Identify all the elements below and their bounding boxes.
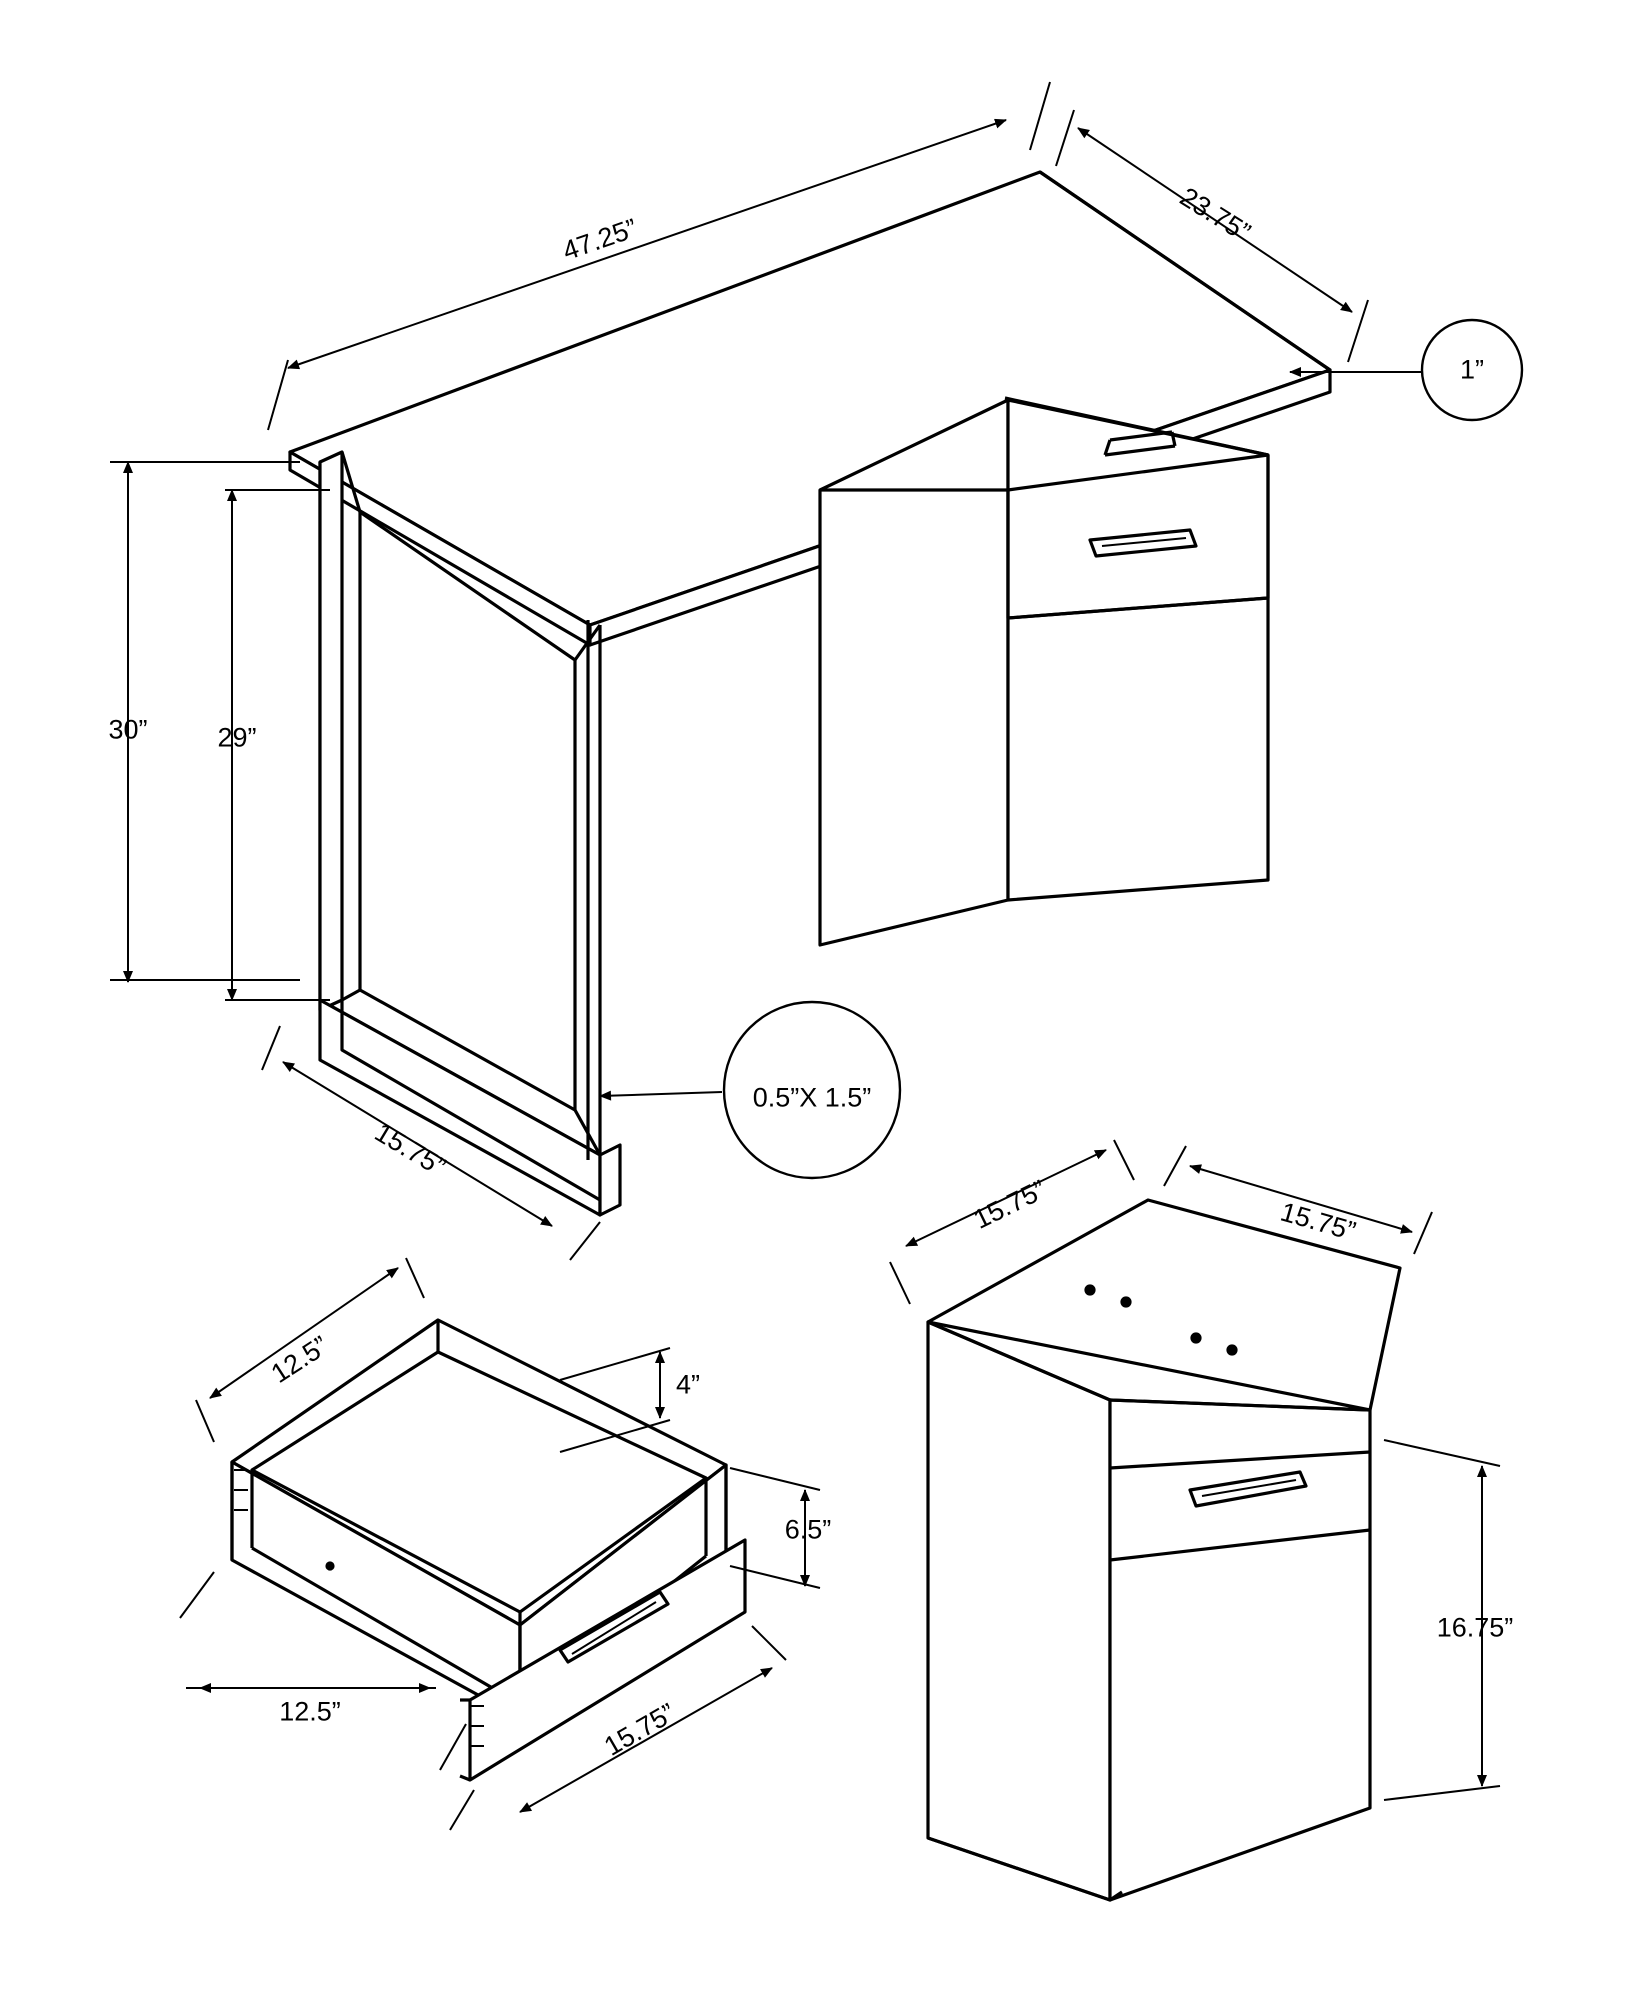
dim-label-leg-height: 29” — [217, 722, 257, 753]
dim-label-drawer-front-width: 12.5” — [279, 1696, 341, 1727]
dim-label-cabinet-height: 16.75” — [1436, 1612, 1514, 1643]
cabinet-detail-view — [928, 1200, 1400, 1900]
dim-label-overall-height: 30” — [108, 714, 148, 745]
dim-label-desk-width: 47.25” — [558, 212, 641, 267]
dim-label-drawer-back-width: 12.5” — [265, 1330, 334, 1389]
dim-label-drawer-front-height: 6.5” — [784, 1514, 832, 1545]
dim-label-drawer-side-height: 4” — [675, 1369, 701, 1400]
dim-label-desk-depth: 23.75” — [1174, 181, 1256, 248]
dim-label-cabinet-top-left: 15.75” — [968, 1174, 1051, 1235]
dim-label-leg-depth: 15.75” — [369, 1116, 451, 1183]
desk-assembly-view — [290, 172, 1330, 1215]
dim-label-top-thickness: 1” — [1459, 354, 1485, 385]
dim-label-leg-profile: 0.5”X 1.5” — [752, 1082, 872, 1113]
dim-label-drawer-front-length: 15.75” — [599, 1697, 681, 1762]
dim-label-cabinet-top-right: 15.75” — [1277, 1196, 1360, 1247]
